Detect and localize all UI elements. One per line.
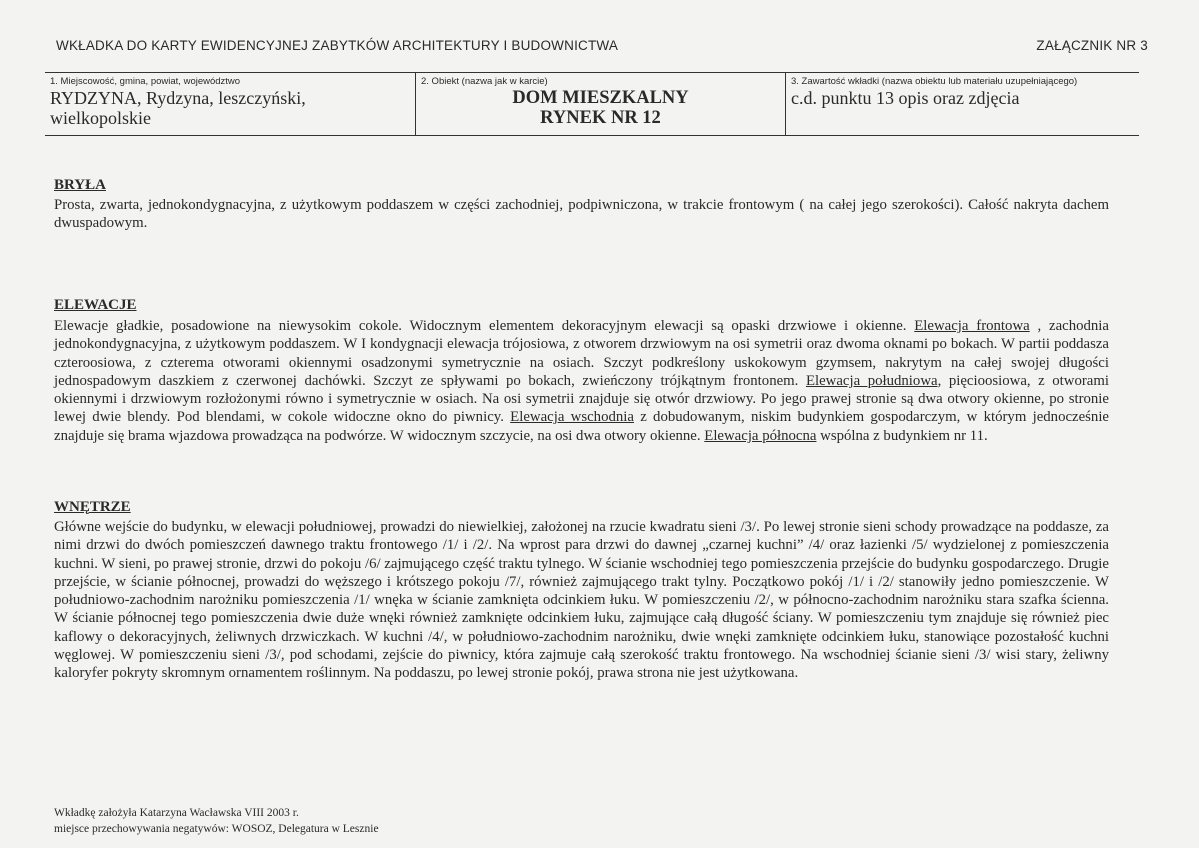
elewacja-poludniowa-term: Elewacja południowa: [805, 372, 938, 389]
section-title-elewacje: ELEWACJE: [54, 297, 137, 313]
elewacja-frontowa-term: Elewacja frontowa: [914, 318, 1030, 334]
section-text-wnetrze: Główne wejście do budynku, w elewacji południowej, prowadzi do niewielkiej, założonej na rzucie kwadratu sieni /3/. Po lewej stronie sieni schody prowadzące na poddasze, za nimi drzwi do dwóch pomieszczeń dawnego traktu frontowego /1/ i /2/. Na wprost para drzwi do dawnej „czarnej kuchni” /4/ oraz łazienki /5/ wydzielonej z pomieszczenia kuchni. W sieni, po prawej stronie, drzwi do pokoju /6/ zajmującego część traktu tylnego. W ścianie wschodniej tego pomieszczenia przejście do budynku gospodarczego. Drugie przejście, w ścianie północnej, prowadzi do węższego i krótszego pokoju /7/, również zajmującego trakt tylny. Początkowo pokój /1/ i /2/ stanowiły jedno pomieszczenie. W południowo-zachodnim narożniku pomieszczenia /1/ wnęka w ścianie zamknięta odcinkiem łuku. W pomieszczeniu /2/, w północno-zachodnim narożniku stara szafka ścienna. W ścianie północnej tego pomieszczenia dwie duże wnęki również zamknięte odcinkiem łuku, zajmujące całą długość ściany. W pomieszczeniu tym znajduje się również piec kaflowy o dekoracyjnych, żeliwnych drzwiczkach. W kuchni /4/, w południowo-zachodnim narożniku, dwie wnęki zamknięte odcinkiem łuku, stanowiące pozostałość kuchni węglowej. W pomieszczeniu sieni /3/, pod schodami, zejście do piwnicy, która zajmuje całą szerokość traktu frontowego. Na wschodniej ścianie sieni /3/ wisi stary, żeliwny kaloryfer pokryty skromnym ornamentem roślinnym. Na poddaszu, po lewej stronie pokój, prawa strona nie jest użytkowana.: [54, 519, 1109, 682]
section-title-wnetrze: WNĘTRZE: [54, 499, 131, 515]
location-label: 1. Miejscowość, gmina, powiat, województwo: [50, 76, 241, 87]
object-value: [416, 87, 785, 128]
location-value: [45, 87, 415, 128]
page-header: [56, 38, 1148, 53]
document-title: WKŁADKA DO KARTY EWIDENCYJNEJ ZABYTKÓW ARCHITEKTURY I BUDOWNICTWA: [56, 38, 619, 53]
info-table: [45, 72, 1139, 136]
elewacja-polnocna-term: Elewacja północna: [704, 427, 817, 444]
location-cell: [45, 73, 416, 135]
elewacje-text-1: Elewacje gładkie, posadowione na niewysokim cokole. Widocznym elementem dekoracyjnym elewacji są opaski drzwiowe i okienne.: [54, 318, 915, 334]
object-line-2: RYNEK NR 12: [540, 108, 661, 128]
contents-cell: [786, 73, 1139, 135]
object-cell: [416, 73, 786, 135]
location-line-2: wielkopolskie: [50, 108, 151, 128]
location-line-1: RYDZYNA, Rydzyna, leszczyński,: [50, 88, 306, 108]
elewacje-text-3: , pięcioosiowa, z otworami okiennymi i drzwiowym rozłożonymi równo i symetrycznie w osiach. Na osi symetrii znajduje się otwór drzwiowy. Po jego prawej stronie są dwa otwory okienne, po stronie lewej dwie blendy. Pod blendami, w cokole widoczne okno do piwnicy.: [54, 372, 1109, 426]
section-text-elewacje: [54, 317, 1109, 445]
object-label: 2. Obiekt (nazwa jak w karcie): [421, 76, 548, 87]
elewacje-text-2: , zachodnia jednokondygnacyjna, z użytkowym poddaszem. W I kondygnacji elewacja trójosiowa, z otworem drzwiowym na osi symetrii oraz dwoma oknami po bokach. W partii poddasza czteroosiowa, z czterema otworami okiennymi osadzonymi symetrycznie na osiach. Szczyt podkreślony uskokowym gzymsem, nakrytym na całej swojej długości jednospadowym daszkiem z czerwonej dachówki. Szczyt ze spływami po bokach, zwieńczony trójkątnym frontonem.: [54, 318, 1109, 389]
elewacje-text-5: wspólna z budynkiem nr 11.: [816, 427, 988, 444]
contents-label: 3. Zawartość wkładki (nazwa obiektu lub materiału uzupełniającego): [791, 76, 1078, 87]
contents-value: c.d. punktu 13 opis oraz zdjęcia: [791, 88, 1020, 108]
section-title-bryla: BRYŁA: [54, 177, 106, 193]
footer-author: Wkładkę założyła Katarzyna Wacławska VIII 2003 r.: [54, 807, 299, 819]
annex-label: ZAŁĄCZNIK NR 3: [1036, 38, 1148, 53]
elewacja-wschodnia-term: Elewacja wschodnia: [510, 409, 634, 426]
footer-negatives: miejsce przechowywania negatywów: WOSOZ, Delegatura w Lesznie: [54, 823, 379, 835]
object-line-1: DOM MIESZKALNY: [512, 88, 689, 108]
elewacje-text-4: z dobudowanym, niskim budynkiem gospodarczym, w którym jednocześnie znajduje się brama wjazdowa prowadząca na podwórze. W widocznym szczycie, na osi dwa otwory okienne.: [54, 409, 1110, 444]
section-text-bryla: Prosta, zwarta, jednokondygnacyjna, z użytkowym poddaszem w części zachodniej, podpiwniczona, w trakcie frontowym ( na całej jego szerokości). Całość nakryta dachem dwuspadowym.: [54, 197, 1109, 232]
